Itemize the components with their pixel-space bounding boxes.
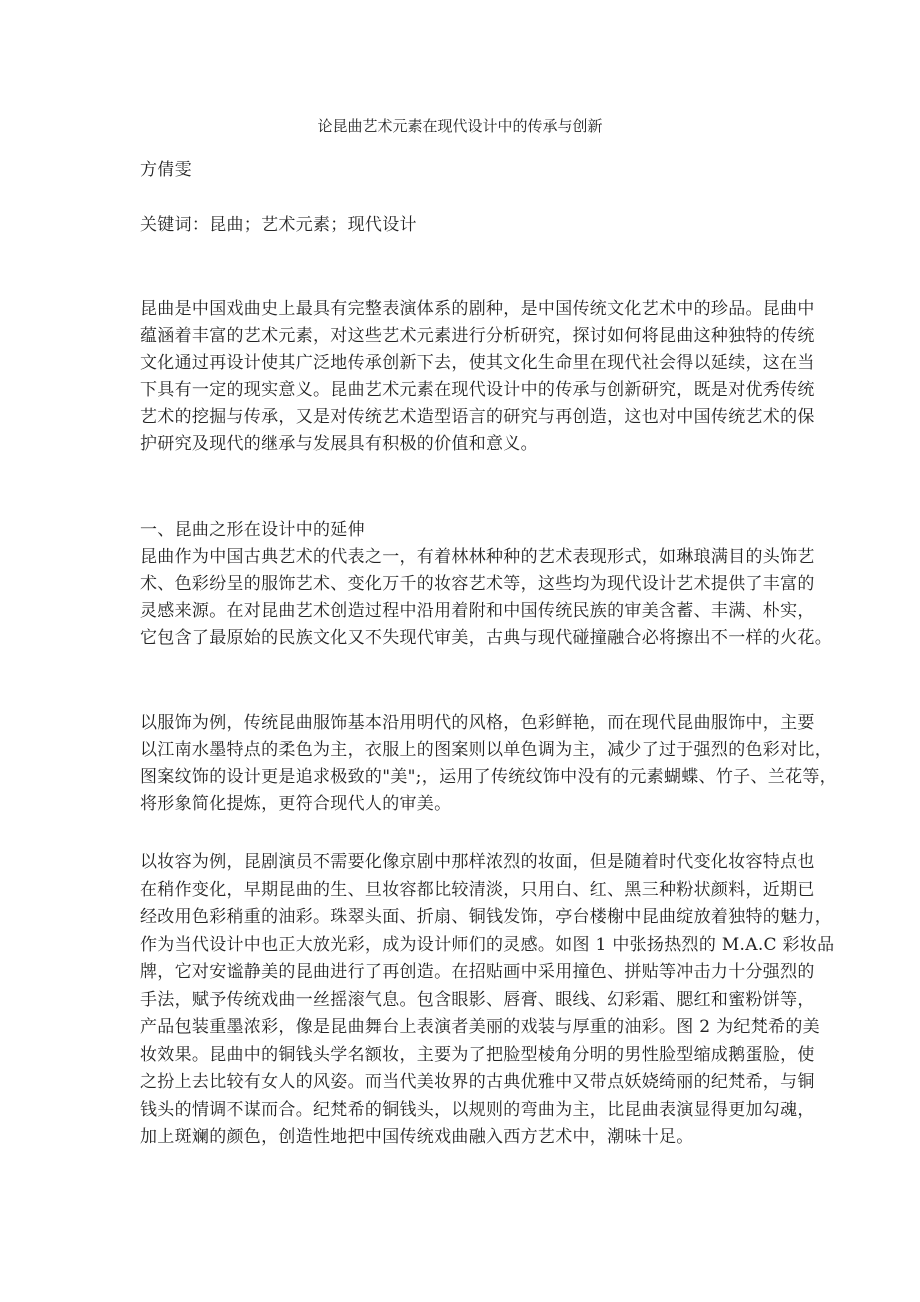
text-line: 以服饰为例，传统昆曲服饰基本沿用明代的风格，色彩鲜艳，而在现代昆曲服饰中，主要: [140, 713, 815, 733]
text-line: 术、色彩纷呈的服饰艺术、变化万千的妆容艺术等，这些均为现代设计艺术提供了丰富的: [140, 574, 815, 594]
text-line: 作为当代设计中也正大放光彩，成为设计师们的灵感。如图 1 中张扬热烈的 M.A.C 彩妆品: [140, 934, 835, 955]
text-line: 下具有一定的现实意义。昆曲艺术元素在现代设计中的传承与创新研究，既是对优秀传统: [140, 380, 815, 400]
text-line: 在稍作变化，早期昆曲的生、旦妆容都比较清淡，只用白、红、黑三种粉状颜料，近期已: [140, 879, 815, 900]
text-line: 将形象简化提炼，更符合现代人的审美。: [140, 794, 452, 814]
section-heading: [140, 517, 800, 544]
text-line: 钱头的情调不谋而合。纪梵希的铜钱头，以规则的弯曲为主，比昆曲表演显得更加勾魂，: [140, 1099, 815, 1120]
text-line: 文化通过再设计使其广泛地传承创新下去，使其文化生命里在现代社会得以延续，这在当: [140, 353, 815, 373]
text-line: 它包含了最原始的民族文化又不失现代审美，古典与现代碰撞融合必将擦出不一样的火花。: [140, 628, 832, 648]
text-line: 牌，它对安谧静美的昆曲进行了再创造。在招贴画中采用撞色、拼贴等冲击力十分强烈的: [140, 962, 815, 982]
heading-text: 一、昆曲之形在设计中的延伸: [140, 520, 365, 540]
text-line: 经改用色彩稍重的油彩。珠翠头面、折扇、铜钱发饰，亭台楼榭中昆曲绽放着独特的魅力，: [140, 907, 832, 927]
paragraph-costume: [140, 710, 837, 818]
text-line: 手法，赋予传统戏曲一丝摇滚气息。包含眼影、唇膏、眼线、幻彩霜、腮红和蜜粉饼等，: [140, 989, 815, 1010]
text-line: 以江南水墨特点的柔色为主，衣服上的图案则以单色调为主，减少了过于强烈的色彩对比，: [140, 740, 832, 760]
text-line: 加上斑斓的颜色，创造性地把中国传统戏曲融入西方艺术中，潮味十足。: [140, 1127, 694, 1147]
paragraph-forms: [140, 544, 832, 652]
text-line: 灵感来源。在对昆曲艺术创造过程中沿用着附和中国传统民族的审美含蓄、丰满、朴实，: [140, 601, 815, 621]
author: 方倩雯: [140, 160, 192, 180]
keywords: 关键词：昆曲；艺术元素；现代设计: [140, 215, 417, 235]
text-line: 昆曲作为中国古典艺术的代表之一，有着林林种种的艺术表现形式，如琳琅满目的头饰艺: [140, 547, 815, 567]
text-line: 昆曲是中国戏曲史上最具有完整表演体系的剧种，是中国传统文化艺术中的珍品。昆曲中: [140, 299, 815, 319]
text-line: 妆效果。昆曲中的铜钱头学名额妆，主要为了把脸型棱角分明的男性脸型缩成鹅蛋脸，使: [140, 1044, 815, 1065]
text-line: 产品包装重墨浓彩，像是昆曲舞台上表演者美丽的戏装与厚重的油彩。图 2 为纪梵希的美: [140, 1017, 820, 1037]
text-line: 艺术的挖掘与传承，又是对传统艺术造型语言的研究与再创造，这也对中国传统艺术的保: [140, 407, 815, 427]
text-line: 护研究及现代的继承与发展具有积极的价值和意义。: [140, 434, 538, 454]
document-title: 论昆曲艺术元素在现代设计中的传承与创新: [317, 117, 603, 135]
paragraph-makeup: [140, 849, 835, 1152]
text-line: 蕴涵着丰富的艺术元素，对这些艺术元素进行分析研究，探讨如何将昆曲这种独特的传统: [140, 326, 815, 346]
paragraph-intro: [140, 296, 815, 458]
text-line: 以妆容为例，昆剧演员不需要化像京剧中那样浓烈的妆面，但是随着时代变化妆容特点也: [140, 852, 815, 872]
text-line: 图案纹饰的设计更是追求极致的"美";，运用了传统纹饰中没有的元素蝴蝶、竹子、兰花等，: [140, 767, 837, 787]
text-line: 之扮上去比较有女人的风姿。而当代美妆界的古典优雅中又带点妖娆绮丽的纪梵希，与铜: [140, 1072, 815, 1092]
